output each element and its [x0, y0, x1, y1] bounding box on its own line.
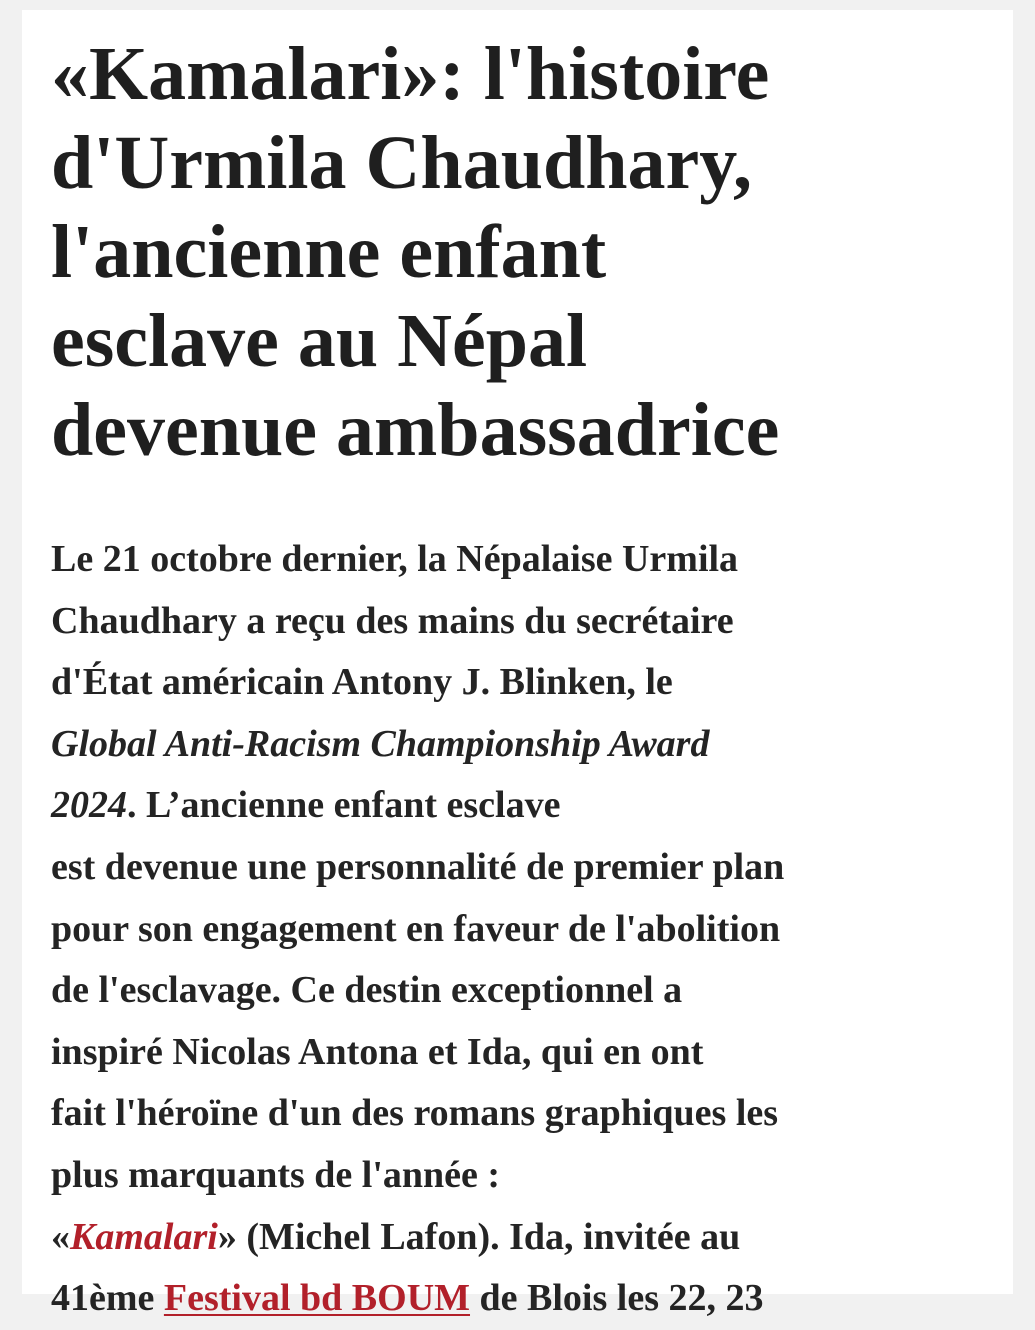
book-title: Kamalari: [70, 1215, 218, 1258]
lead-line: pour son engagement en faveur de l'abolition: [51, 907, 781, 950]
lead-line: Chaudhary a reçu des mains du secrétaire: [51, 599, 734, 642]
festival-link[interactable]: Festival bd BOUM: [163, 1277, 471, 1320]
lead-line: [51, 775, 1001, 837]
lead-line: est devenue une personnalité de premier plan: [51, 845, 785, 888]
lead-line: fait l'héroïne d'un des romans graphiques les: [51, 1092, 779, 1135]
lead-text: de Blois les 22, 23: [470, 1277, 764, 1320]
lead-line: [51, 714, 1001, 776]
lead-line: de l'esclavage. Ce destin exceptionnel a: [51, 969, 683, 1012]
article-lead: [51, 529, 1001, 1330]
lead-line: d'État américain Antony J. Blinken, le: [51, 661, 673, 704]
lead-line: plus marquants de l'année :: [51, 1153, 501, 1196]
headline-line: d'Urmila Chaudhary,: [51, 121, 753, 205]
award-year: 2024: [51, 784, 127, 827]
quote-open: «: [51, 1215, 70, 1258]
article-headline: [51, 30, 1001, 475]
lead-line: Le 21 octobre dernier, la Népalaise Urmila: [51, 538, 739, 580]
lead-line: [51, 1268, 1001, 1330]
article-page: [22, 10, 1013, 1320]
lead-text: 41ème: [51, 1277, 164, 1320]
lead-text: . L’ancienne enfant esclave: [127, 784, 561, 827]
lead-line: inspiré Nicolas Antona et Ida, qui en ont: [51, 1030, 704, 1073]
headline-line: esclave au Népal: [51, 299, 588, 383]
headline-line: devenue ambassadrice: [51, 388, 780, 472]
lead-text: (Michel Lafon). Ida, invitée au: [236, 1215, 741, 1258]
headline-line: l'ancienne enfant: [51, 210, 607, 294]
lead-line: [51, 1207, 1001, 1269]
award-name: Global Anti-Racism Championship Award: [51, 722, 710, 765]
quote-close: »: [217, 1215, 237, 1258]
headline-line: «Kamalari»: l'histoire: [51, 32, 770, 116]
